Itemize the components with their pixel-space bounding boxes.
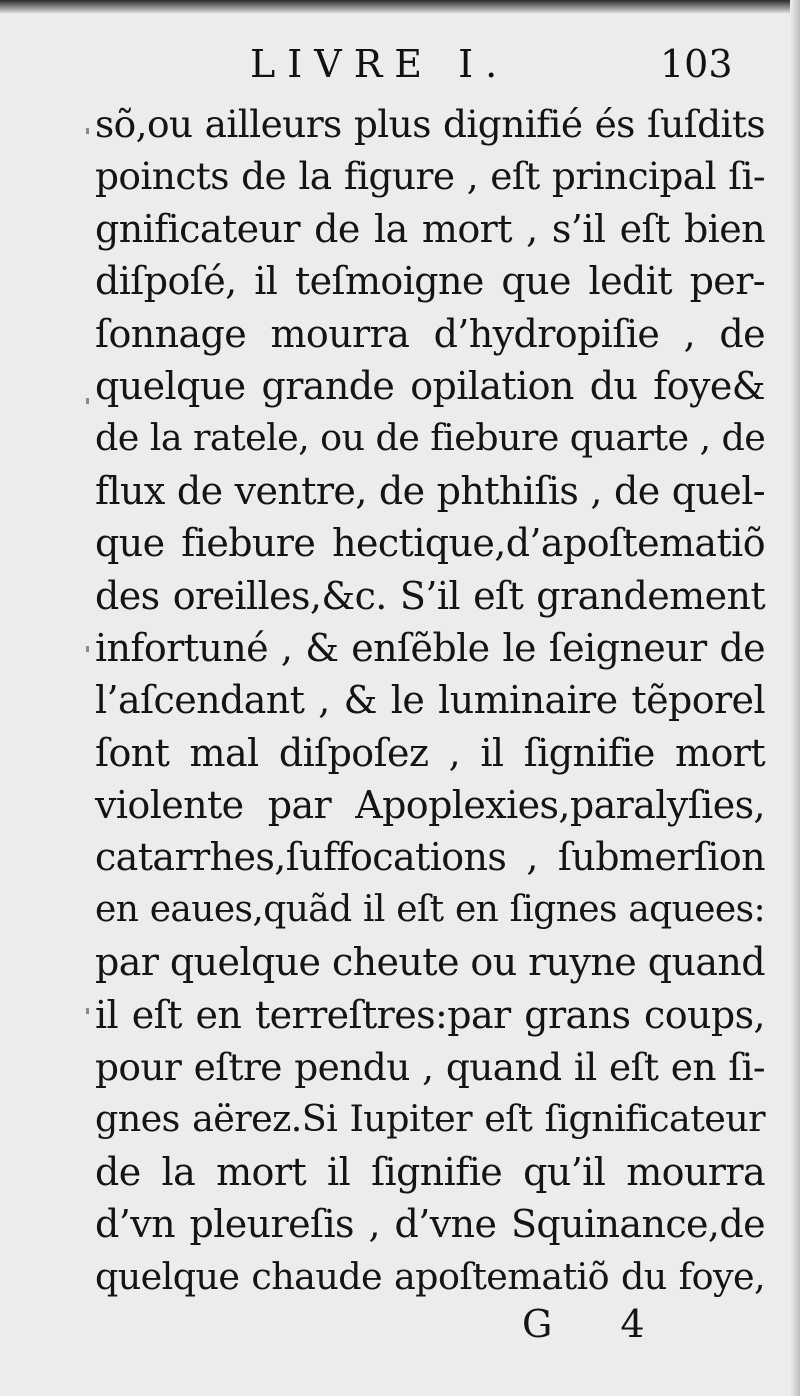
text-line: ſonnage mourra d’hydropiſie , de [95,311,765,356]
page-right-edge [790,0,800,1396]
text-line: diſpoſé, il teſmoigne que ledit per- [95,259,765,304]
page-top-shadow [0,0,800,14]
margin-mark [86,128,89,134]
margin-mark [86,646,89,652]
text-line: de la mort il ſignifie qu’il mourra [95,1149,765,1194]
text-line: infortuné , & enſẽble le ſeigneur de [95,625,765,670]
text-line: catarrhes,ſuffocations , ſubmerſion [95,835,765,880]
text-line: flux de ventre, de phthiſis , de quel- [95,468,765,513]
margin-mark [86,398,89,404]
text-line: il eſt en terreſtres:par grans coups, [95,992,765,1037]
signature-mark: G 4 [522,1302,673,1346]
text-line: quelque grande opilation du foye& [95,363,765,408]
text-line: l’aſcendant , & le luminaire tẽporel [95,678,765,723]
text-line: quelque chaude apoſtematiõ du foye, [95,1254,765,1298]
page-number: 103 [660,42,733,86]
body-text [95,98,765,1303]
text-line: gnificateur de la mort , s’il eſt bien [95,206,765,251]
text-line: sõ,ou ailleurs plus dignifié és ſuſdits [95,102,765,146]
text-line: ſont mal diſpoſez , il ſignifie mort [95,730,765,775]
text-line: des oreilles,&c. S’il eſt grandement [95,573,765,618]
text-line: que fiebure hectique,d’apoſtematiõ [95,521,765,566]
running-title: LIVRE I. [250,42,510,86]
text-line: par quelque cheute ou ruyne quand [95,940,765,985]
text-line: violente par Apoplexies,paralyſies, [95,783,765,828]
text-line: en eaues,quãd il eſt en ſignes aquees: [95,888,765,930]
text-line: de la ratele, ou de fiebure quarte , de [95,416,766,460]
text-line: pour eſtre pendu , quand il eſt en ſi- [95,1045,765,1090]
text-line: poincts de la figure , eſt principal ſi- [95,154,765,199]
text-line: gnes aërez.Si Iupiter eſt ſignificateur [95,1097,765,1141]
margin-mark [86,1008,89,1014]
running-head [0,42,800,92]
text-line: d’vn pleureſis , d’vne Squinance,de [95,1202,765,1247]
